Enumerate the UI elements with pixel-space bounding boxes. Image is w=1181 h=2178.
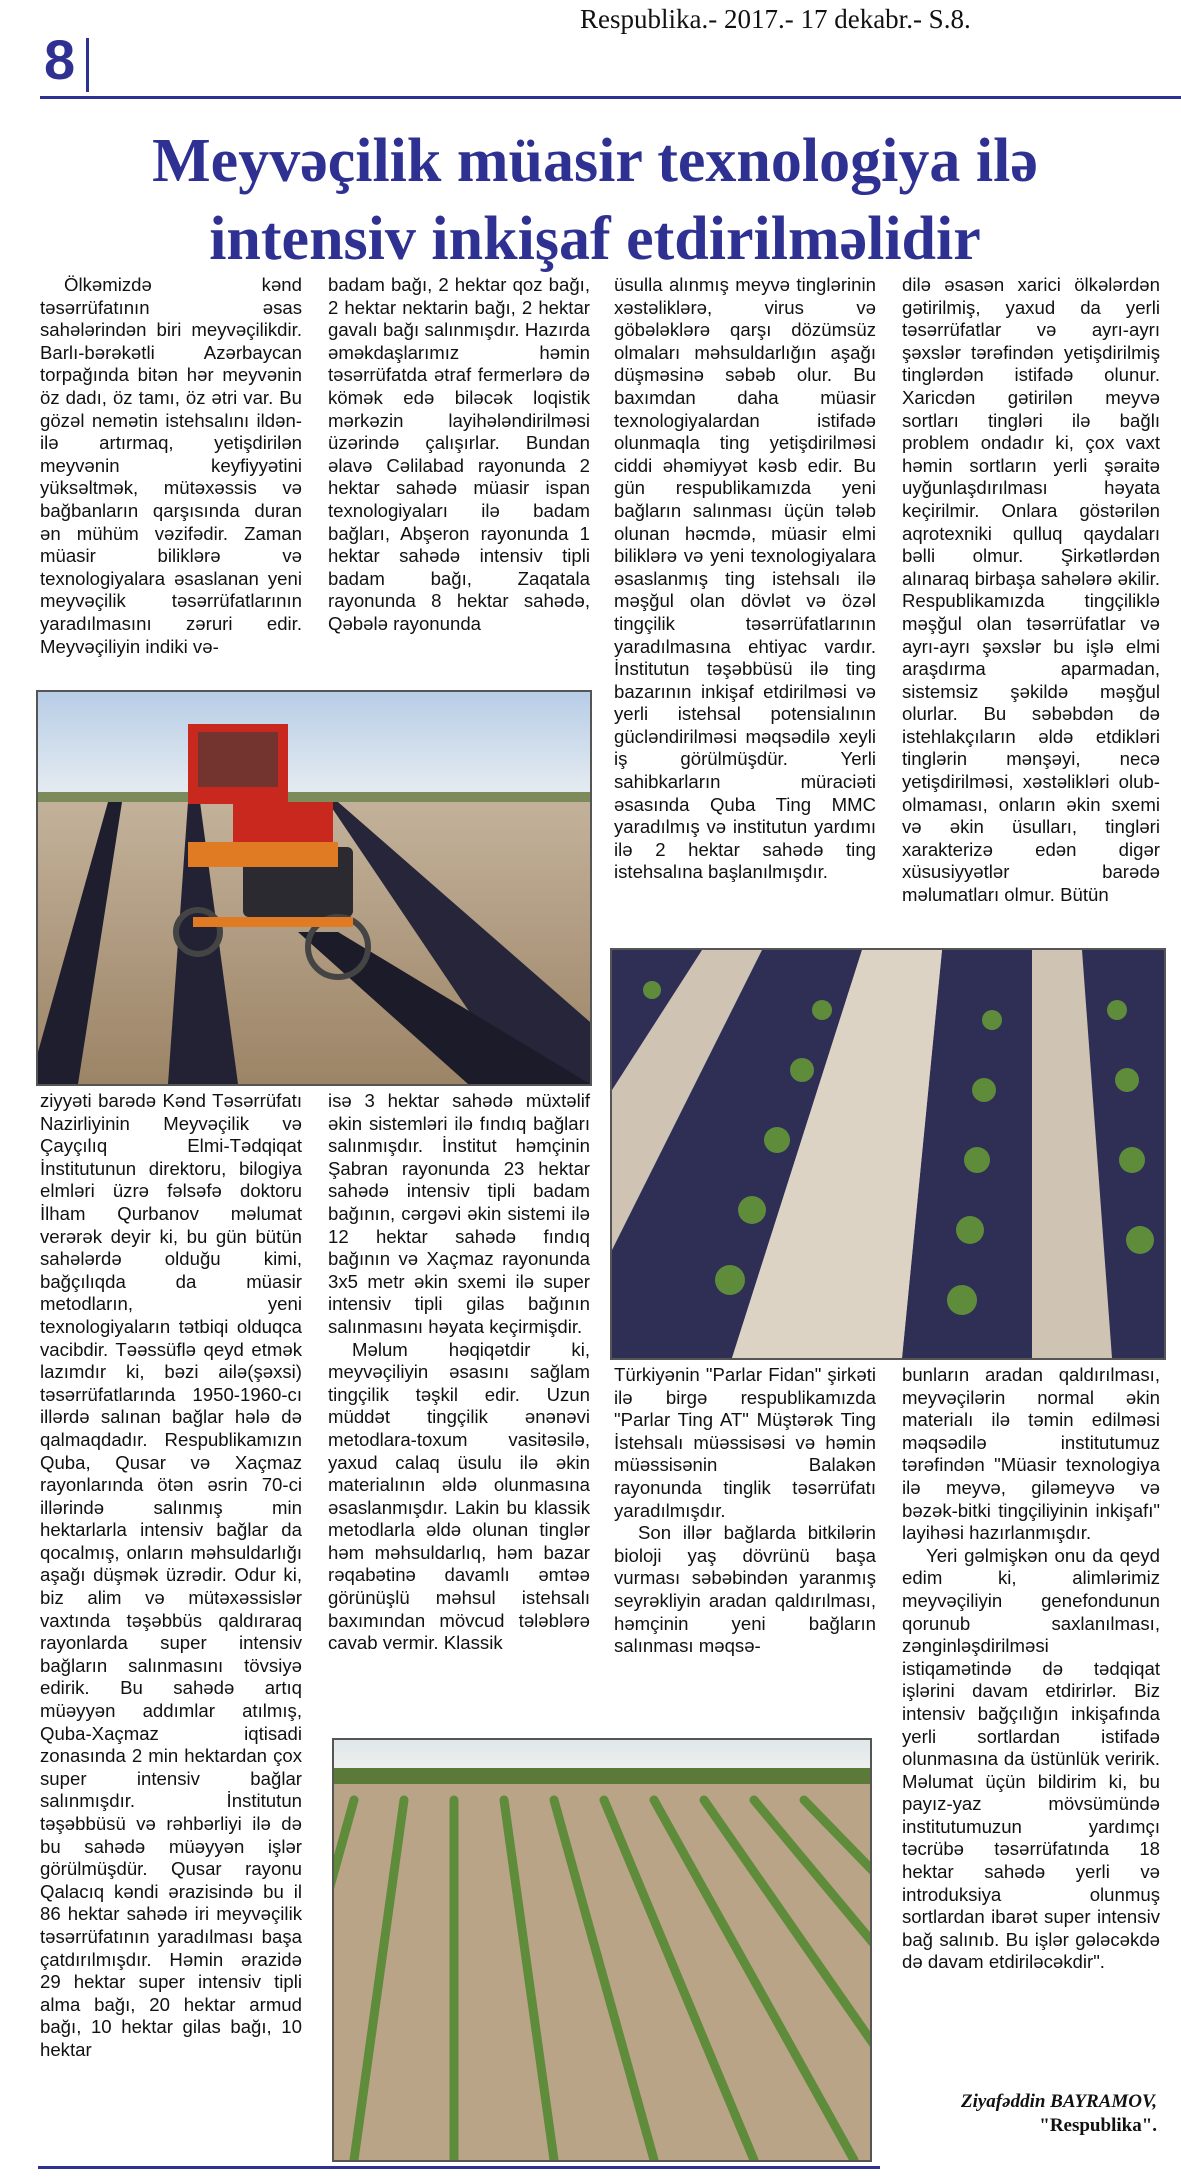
column-4-top <box>902 274 1160 907</box>
column-2-bottom <box>328 1090 590 1655</box>
author-name: Ziyafəddin BAYRAMOV, <box>960 2091 1157 2112</box>
byline <box>961 2090 1157 2138</box>
page-number: 8 <box>44 28 76 91</box>
paragraph: üsulla alınmış meyvə tinglərinin xəstəliklərə, virus və göbələklərə qarşı dözümsüz olmaları məhsuldarlığın aşağı düşməsinə səbəb olur. Bu baxımdan daha müasir texnologiyalardan istifadə olunmaqla ting yetişdirilməsi ciddi əhəmiyyət kəsb edir. Bu gün respublikamızda yeni bağların salınması üçün tələb olunan həcmdə, müasir elmi biliklərə və yeni texnologiyalara əsaslanmış ting istehsalı ilə məşğul olan dövlət və özəl tingçilik təsərrüfatlarının yaradılmasına ehtiyac vardır. İnstitutun təşəbbüsü ilə ting bazarının inkişaf etdirilməsi və yerli istehsal potensialının gücləndirilməsi məqsədilə xeyli iş görülmüşdür. Yerli sahibkarların müraciəti əsasında Quba Ting MMC yaradılmış və institutun yardımı ilə 2 hektar sahədə ting istehsalına başlanılmışdır. <box>614 274 876 883</box>
paragraph: dilə əsasən xarici ölkələrdən gətirilmiş, yaxud da yerli təsərrüfatlar və ayrı-ayrı şəxslər tərəfindən yetişdirilmiş tinglərdən istifadə olunur. Xaricdən gətirilən meyvə sortları tingləri ilə bağlı problem ondadır ki, çox vaxt həmin sortların yerli şəraitə uyğunlaşdırılması həyata keçirilmir. Onlara göstərilən aqrotexniki qulluq qaydaları bəlli olmur. Şirkətlərdən alınaraq birbaşa sahələrə əkilir. Respublikamızda tingçiliklə məşğul olan təsərrüfatlar və ayrı-ayrı şəxslər bu işlə elmi araşdırma aparmadan, sistemsiz şəkildə məşğul olurlar. Bu səbəbdən də istehlakçıların əldə etdikləri tinglərin mənşəyi, necə yetişdirilməsi, xəstəlikləri olub-olmaması, onların əkin sxemi və əkin üsulları, tingləri xarakterizə edən digər xüsusiyyətlər barədə məlumatları olmur. Bütün <box>902 274 1160 906</box>
page-header <box>0 0 1181 100</box>
paragraph: Məlum həqiqətdir ki, meyvəçiliyin əsasını sağlam tingçilik təşkil edir. Uzun müddət tingçilik ənənəvi metodlara-toxum vasitəsilə, yaxud calaq üsulu ilə əkin materialının əldə olunmasına əsaslanmışdır. Lakin bu klassik metodlarla əldə olunan tinglər həm məhsuldarlıq, həm bazar rəqabətinə davamlı əmtəə görünüşlü məhsul istehsalı baxımından mövcud tələblərə cavab vermir. Klassik <box>328 1338 590 1654</box>
paragraph: badam bağı, 2 hektar qoz bağı, 2 hektar nektarin bağı, 2 hektar gavalı bağı salınmışdır. Hazırda əməkdaşlarımız həmin təsərrüfatda ətraf fermerlərə də kömək edə biləcək loqistik mərkəzin layihələndirilməsi üzərində çalışırlar. Bundan əlavə Cəlilabad rayonunda 2 hektar sahədə müasir ispan texnologiyaları ilə badam bağları, Abşeron rayonunda 1 hektar sahədə intensiv tipli badam bağı, Zaqatala rayonunda 8 hektar sahədə, Qəbələ rayonunda <box>328 274 590 634</box>
footer-rule <box>38 2166 880 2169</box>
page-number-divider <box>86 38 89 92</box>
publication-name: "Respublika". <box>1039 2115 1157 2136</box>
paragraph: Yeri gəlmişkən onu da qeyd edim ki, alimlərimiz meyvəçiliyin genefondunun qorunub saxlanılması, zənginləşdirilməsi istiqamətində də tədqiqat işlərini davam etdirirlər. Biz intensiv bağçılığın inkişafında yerli sortlardan istifadə olunmasına da üstünlük veririk. Məlumat üçün bildirim ki, bu payız-yaz mövsümündə institutumuzun yardımçı təcrübə təsərrüfatında 18 hektar sahədə yerli və introduksiya olunmuş sortlardan ibarət super intensiv bağ salınıb. Bu işlər gələcəkdə də davam etdiriləcəkdir". <box>902 1544 1160 1973</box>
paragraph: Ölkəmizdə kənd təsərrüfatının əsas sahələrindən biri meyvəçilikdir. Barlı-bərəkətli Azərbaycan torpağında bitən hər meyvənin öz dadı, öz tamı, öz ətri var. Bu gözəl nemətin istehsalını ildən-ilə artırmaq, yetişdirilən meyvənin keyfiyyətini yüksəltmək, mütəxəssis və bağbanların qarşısında duran ən mühüm vəzifədir. Zaman müasir biliklərə və texnologiyalara əsaslanan yeni meyvəçilik təsərrüfatlarının yaradılmasını zəruri edir. Meyvəçiliyin indiki və- <box>40 274 302 657</box>
column-1-bottom <box>40 1090 302 2062</box>
orchard-photo-illustration <box>334 1740 870 2160</box>
paragraph: bunların aradan qaldırılması, meyvəçilərin normal əkin materialı ilə təmin edilməsi məqsədilə institutumuz tərəfindən "Müasir texnologiya ilə meyvə, giləmeyvə və bəzək-bitki tingçiliyinin inkişafı" layihəsi hazırlanmışdır. <box>902 1364 1160 1544</box>
paragraph: Son illər bağlarda bitkilərin bioloji yaş dövrünü başa vurması səbəbindən yaranmış seyrəkliyin aradan qaldırılması, həmçinin yeni bağların salınması məqsə- <box>614 1522 876 1657</box>
tractor-photo-illustration <box>38 692 590 1084</box>
photo-young-orchard <box>332 1738 872 2162</box>
paragraph: ziyyəti barədə Kənd Təsərrüfatı Nazirliyinin Meyvəçilik və Çayçılıq Elmi-Tədqiqat İnstitutunun direktoru, bilogiya elmləri üzrə fəlsəfə doktoru İlham Qurbanov məlumat verərək deyir ki, bu gün bütün sahələrdə olduğu kimi, bağçılıqda da müasir metodların, yeni texnologiyaların tətbiqi olduqca vacibdir. Təəssüflə qeyd etmək lazımdır ki, bəzi ailə(şəxsi) təsərrüfatlarında 1950-1960-cı illərdə salınan bağlar hələ də qalmaqdadır. Respublikamızın Quba, Qusar və Xaçmaz rayonlarında ötən əsrin 70-ci illərində salınmış min hektarlarla intensiv bağlar da qocalmış, onların məhsuldarlığı aşağı düşmək üzrədir. Odur ki, biz alim və mütəxəssislər vaxtında təşəbbüs qaldıraraq rayonlarda super intensiv bağların salınmasını tövsiyə edirik. Bu sahədə artıq müəyyən addımlar atılmış, Quba-Xaçmaz iqtisadi zonasında 2 min hektardan çox super intensiv bağlar salınmışdır. İnstitutun təşəbbüsü və rəhbərliyi ilə də bu sahədə müəyyən işlər görülmüşdür. Qusar rayonu Qalacıq kəndi ərazisində bu il 86 hektar sahədə iri meyvəçilik təsərrüfatının yaradılması başa çatdırılmışdır. Həmin ərazidə 29 hektar super intensiv tipli alma bağı, 20 hektar armud bağı, 10 hektar gilas bağı, 10 hektar <box>40 1090 302 2060</box>
header-rule <box>40 96 1181 99</box>
column-3-top <box>614 274 876 884</box>
column-1-top <box>40 274 302 658</box>
source-citation: Respublika.- 2017.- 17 dekabr.- S.8. <box>580 4 971 34</box>
article-title: Meyvəçilik müasir texnologiya ilə intensiv inkişaf etdirilməlidir <box>152 127 1038 273</box>
column-4-bottom <box>902 1364 1160 1974</box>
photo-seedlings-film <box>610 948 1166 1360</box>
column-2-top <box>328 274 590 636</box>
paragraph: isə 3 hektar sahədə müxtəlif əkin sistemləri ilə fındıq bağları salınmışdır. İnstitut həmçinin Şabran rayonunda 23 hektar sahədə intensiv tipli badam bağının, cərgəvi əkin sistemi ilə 12 hektar sahədə fındıq bağının və Xaçmaz rayonunda 3x5 metr əkin sxemi ilə super intensiv tipli gilas bağının salınmasını həyata keçirmişdir. <box>328 1090 590 1337</box>
seedlings-photo-illustration <box>612 950 1164 1358</box>
paragraph: Türkiyənin "Parlar Fidan" şirkəti ilə birgə respublikamızda "Parlar Ting AT" Müştərək Ting İstehsalı müəssisəsi və həmin müəssisənin Balakən rayonunda tinglik təsərrüfatı yaradılmışdır. <box>614 1364 876 1521</box>
column-3-bottom <box>614 1364 876 1658</box>
photo-tractor-mulch <box>36 690 592 1086</box>
